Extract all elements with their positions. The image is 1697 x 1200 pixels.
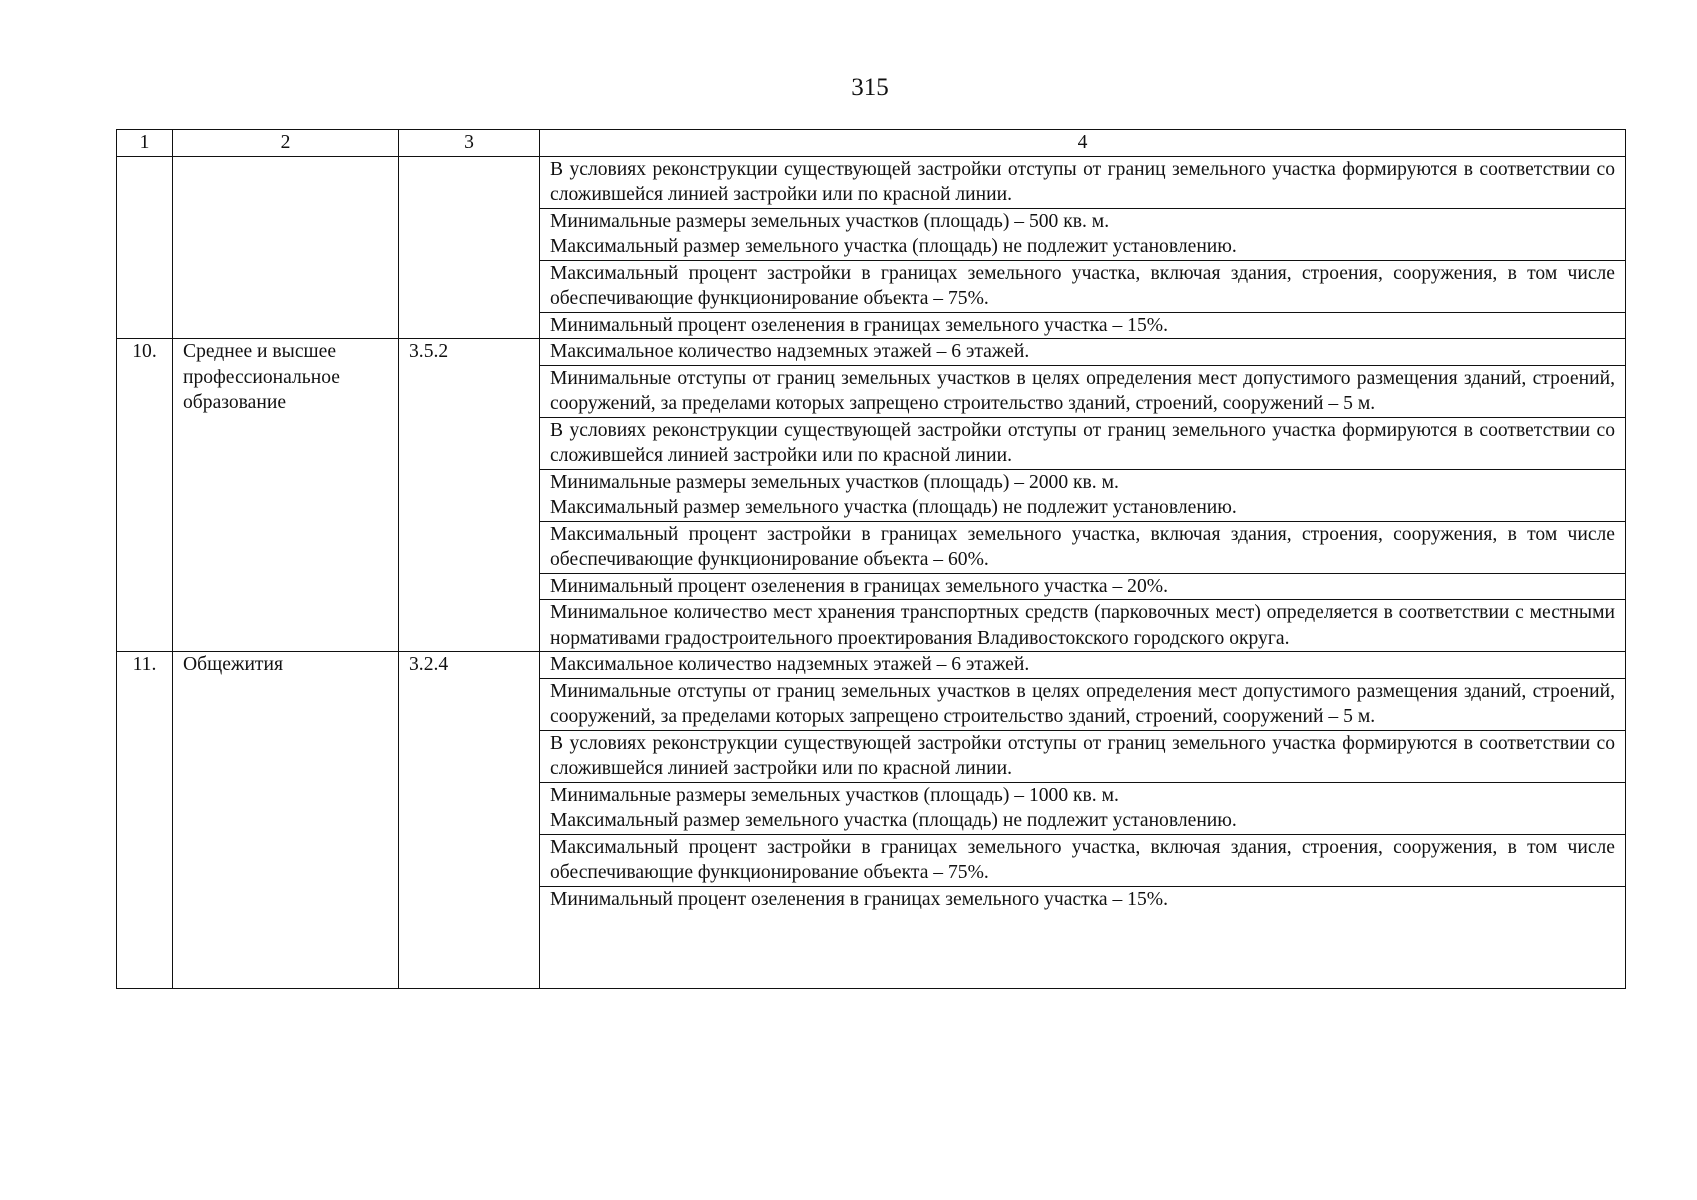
column-header-1: 1 xyxy=(117,130,173,157)
table-body xyxy=(117,156,1626,988)
parameter-text: Минимальные размеры земельных участков (площадь) – 2000 кв. м. Максимальный размер земельного участка (площадь) не подлежит установлению. xyxy=(540,469,1626,521)
page-number: 315 xyxy=(851,74,889,101)
use-type-name xyxy=(173,156,399,339)
use-type-code: 3.5.2 xyxy=(399,339,540,652)
parameter-text: Минимальные размеры земельных участков (площадь) – 1000 кв. м. Максимальный размер земельного участка (площадь) не подлежит установлению. xyxy=(540,782,1626,834)
column-header-4: 4 xyxy=(540,130,1626,157)
parameter-text: Минимальные размеры земельных участков (площадь) – 500 кв. м. Максимальный размер земельного участка (площадь) не подлежит установлению. xyxy=(540,208,1626,260)
header-row xyxy=(117,130,1626,157)
column-header-3: 3 xyxy=(399,130,540,157)
parameter-text: В условиях реконструкции существующей застройки отступы от границ земельного участка формируются в соответствии со сложившейся линией застройки или по красной линии. xyxy=(540,417,1626,469)
use-type-code xyxy=(399,156,540,339)
row-number: 10. xyxy=(117,339,173,652)
parameter-text: Минимальные отступы от границ земельных участков в целях определения мест допустимого размещения зданий, строений, сооружений, за пределами которых запрещено строительство зданий, строений, сооружений – 5 м. xyxy=(540,678,1626,730)
parameter-text: Минимальный процент озеленения в границах земельного участка – 20%. xyxy=(540,573,1626,600)
parameter-text: Минимальное количество мест хранения транспортных средств (парковочных мест) определяется в соответствии с местными нормативами градостроительного проектирования Владивостокского городского округа. xyxy=(540,600,1626,652)
table-row xyxy=(117,339,1626,366)
row-number xyxy=(117,156,173,339)
parameter-text: Минимальные отступы от границ земельных участков в целях определения мест допустимого размещения зданий, строений, сооружений, за пределами которых запрещено строительство зданий, строений, сооружений – 5 м. xyxy=(540,365,1626,417)
parameter-text: Максимальный процент застройки в границах земельного участка, включая здания, строения, сооружения, в том числе обеспечивающие функционирование объекта – 60%. xyxy=(540,521,1626,573)
parameter-text: В условиях реконструкции существующей застройки отступы от границ земельного участка формируются в соответствии со сложившейся линией застройки или по красной линии. xyxy=(540,730,1626,782)
column-header-2: 2 xyxy=(173,130,399,157)
parameter-text: Минимальный процент озеленения в границах земельного участка – 15%. xyxy=(540,312,1626,339)
use-type-name: Среднее и высшее профессиональное образование xyxy=(173,339,399,652)
parameter-text: Минимальный процент озеленения в границах земельного участка – 15%. xyxy=(540,886,1626,988)
use-type-name: Общежития xyxy=(173,652,399,989)
row-number: 11. xyxy=(117,652,173,989)
parameter-text: Максимальное количество надземных этажей – 6 этажей. xyxy=(540,339,1626,366)
regulations-table xyxy=(116,129,1626,989)
parameter-text: В условиях реконструкции существующей застройки отступы от границ земельного участка формируются в соответствии со сложившейся линией застройки или по красной линии. xyxy=(540,156,1626,208)
table-row xyxy=(117,652,1626,679)
use-type-code: 3.2.4 xyxy=(399,652,540,989)
parameter-text: Максимальный процент застройки в границах земельного участка, включая здания, строения, сооружения, в том числе обеспечивающие функционирование объекта – 75%. xyxy=(540,834,1626,886)
parameter-text: Максимальное количество надземных этажей – 6 этажей. xyxy=(540,652,1626,679)
parameter-text: Максимальный процент застройки в границах земельного участка, включая здания, строения, сооружения, в том числе обеспечивающие функционирование объекта – 75%. xyxy=(540,260,1626,312)
table-row xyxy=(117,156,1626,208)
